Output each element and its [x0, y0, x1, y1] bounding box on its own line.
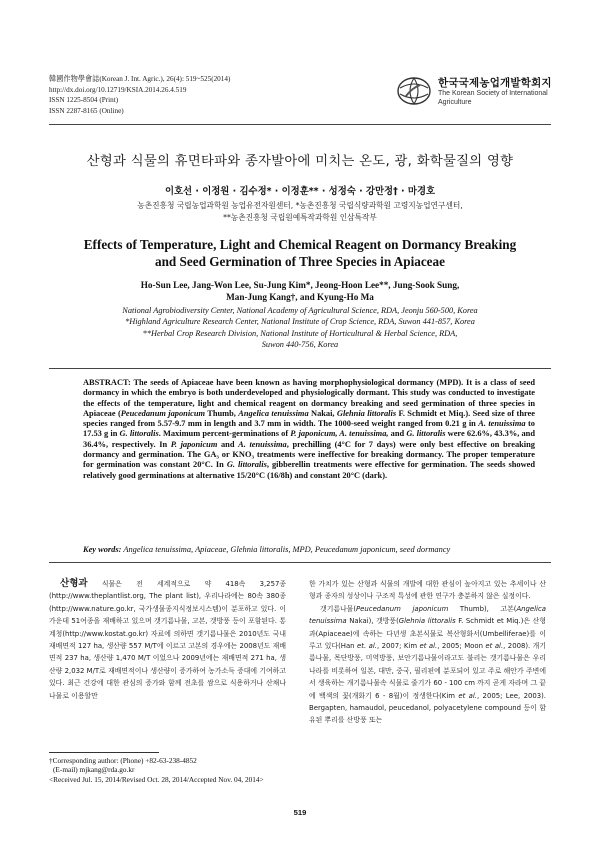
keywords-label: Key words:: [83, 545, 122, 554]
species-name: G. littoralis: [406, 429, 446, 439]
page-number: 519: [293, 808, 307, 817]
body-text: F. Schmidt et Miq.)은 산형과(Apiaceae)에 속하는 다년생 초본식물로 복산형화서(Umbelliferae)를 이루고 있다(Han: [309, 617, 546, 651]
footnote: [49, 756, 309, 784]
species-name: G. littoralis: [119, 429, 159, 439]
species-name: Peucedanum japonicum: [120, 408, 206, 418]
body-text: , 2005; Lee, 2003). Bergapten, hamaudol, peucedanol, polyacetylene compound 등이 함유된 뿌리를 산방풍 또는: [309, 691, 546, 725]
english-affiliation-line: National Agrobiodiversity Center, National Academy of Agricultural Science, RDA, Jeonju 560-500, Korea: [122, 306, 478, 315]
abstract-bottom-divider: [49, 562, 551, 563]
received-dates: <Received Jul. 15, 2014/Revised Oct. 28, 2014/Accepted Nov. 04, 2014>: [49, 774, 264, 784]
globe-logo-icon: [396, 76, 432, 106]
english-authors-line: Man-Jung Kang†, and Kyung-Ho Ma: [226, 292, 374, 302]
species-name: Glehnia littoralis: [336, 408, 397, 418]
header-divider: [49, 124, 551, 125]
citation-etal: et al.: [419, 642, 438, 651]
corresponding-author: †Corresponding author: (Phone) +82-63-238-4852: [49, 756, 197, 765]
english-title-line: and Seed Germination of Three Species in Apiaceae: [154, 254, 445, 269]
korean-affiliation-line: 농촌진흥청 국립농업과학원 농업유전자원센터, *농촌진흥청 국립식량과학원 고령지농업연구센터,: [137, 201, 463, 210]
citation-etal: et al.: [485, 642, 504, 651]
english-authors: [0, 279, 600, 303]
body-text: , 2008). 개기름나물, 목단방풍, 미역방풍, 보안기름나물이라고도 불리는 갯기름나물은 우리나라를 비롯하여 일본, 대만, 중국, 필리핀에 분포되어 있고 주로 해안가 주변에서 생육하는 개기름나물속 식물로 줄기가 60 - 100 cm 까지 곧게 자라며 그 끝에 백색의 꽃(개화기 6 - 8월)이 정생한다(Kim: [309, 642, 546, 700]
abstract-label: ABSTRACT:: [83, 378, 131, 387]
korean-title: 산형과 식물의 휴면타파와 종자발아에 미치는 온도, 광, 화학물질의 영향: [86, 154, 514, 169]
korean-authors: 이호선 · 이정원 · 김수정* · 이정훈** · 성정숙 · 강만정† · 마경호: [164, 186, 436, 197]
abstract-text: . Maximum percent-germinations of: [158, 429, 291, 439]
abstract-top-divider: [49, 368, 551, 369]
species-name: A. tenuissima: [478, 419, 526, 429]
abstract-text: Nakai,: [308, 408, 337, 418]
issn-online: ISSN 2287-8165 (Online): [49, 106, 124, 115]
journal-header: [49, 74, 230, 116]
author-email: (E-mail) mjkang@rda.go.kr: [53, 765, 135, 775]
body-paragraph: 식물은 전 세계적으로 약 418속 3,257종(http://www.theplantlist.org, The plant list), 우리나라에는 80속 380종(http://www.nature.go.kr, 국가생물종지식정보시스템)이 분포하고 있다. 이 가운데 51여종을 재배하고 있으며 갯기름나물, 고본, 갯방풍 등이 포함된다. 통계청(http://www.kostat.go.kr) 자료에 의하면 갯기름나물은 2010년도 국내 재배면적 127 ha, 생산량 557 M/T에 이르고 고본의 경우에는 2008년도 재배면적 237 ha, 생산량 1,470 M/T 이었으나 2009년에는 재배면적 271 ha, 생산량 2,032 M/T로 재배면적이나 생산량이 증가하여 농가소득 증대에 기여하고 있다. 최근 건강에 대한 관심의 증가와 함께 전초를 쌈으로 식용하거나 산채나 나물로 이용할만: [49, 580, 286, 700]
abstract-text: F. Schmidt et Miq.). Seed size of three species ranged from 5.57-9.7 mm in length and 3.7 mm in width. The 1000-seed weight ranged from 0.21 g in: [83, 408, 535, 429]
species-name: Glehnia littoralis: [398, 617, 456, 626]
english-title-line: Effects of Temperature, Light and Chemical Reagent on Dormancy Breaking: [83, 237, 517, 252]
body-text: , 2005; Moon: [437, 642, 486, 651]
logo-name-en: The Korean Society of International Agriculture: [438, 90, 548, 106]
footnote-divider: [49, 752, 159, 753]
species-name: P. japonicum, A. tenuissima,: [290, 429, 389, 439]
citation-etal: et. al.: [357, 642, 377, 651]
society-logo: [396, 72, 561, 116]
korean-affiliation-line: **농촌진흥청 국립원예특작과학원 인삼특작부: [223, 212, 377, 222]
keywords: [83, 545, 535, 555]
body-text: 갯기름나물(: [320, 604, 357, 613]
citation-etal: et al.: [458, 691, 477, 700]
logo-name-ko: 한국국제농업개발학회지: [438, 77, 552, 89]
english-affiliations: [0, 305, 600, 350]
abstract-text: and: [217, 439, 239, 449]
english-title: [0, 236, 600, 270]
english-affiliation-line: **Herbal Crop Research Division, National Institute of Horticultural & Herbal Science, RDA,: [142, 328, 458, 338]
species-name: Angelica tenuissima: [238, 408, 309, 418]
species-name: Peucedanum japonicum: [356, 604, 449, 613]
abstract-text: were 62.6%, 43.3%, and 36.4%, respectively. In: [83, 429, 535, 449]
journal-citation: 韓國作物學會誌(Korean J. Int. Agric.), 26(4): 519~525(2014): [49, 75, 231, 83]
english-affiliation-line: *Highland Agriculture Research Center, National Institute of Crop Science, RDA, Suwon 441-857, Korea: [125, 317, 475, 327]
lead-word: 산형과: [60, 578, 88, 589]
korean-affiliations: [0, 200, 600, 223]
abstract-text: to 17.53 g in: [83, 419, 535, 439]
abstract-text: , gibberellin treatments were effective for germination. The seeds showed relatively good germinations at alternative 15/20°C (16/8h) and constant 20°C (dark).: [83, 460, 536, 480]
body-paragraph: 한 가치가 있는 산형과 식물의 개발에 대한 관심이 높아지고 있는 추세이나 산형과 종자의 성상이나 구조적 특성에 관한 연구가 충분하지 않은 실정이다.: [309, 580, 546, 601]
issn-print: ISSN 1225-8504 (Print): [49, 96, 119, 104]
english-affiliation-line: Suwon 440-756, Korea: [261, 339, 339, 349]
body-paragraph: [309, 603, 546, 727]
species-name: Angelica tenuissima: [309, 604, 546, 626]
english-authors-line: Ho-Sun Lee, Jang-Won Lee, Su-Jung Kim*, Jeong-Hoon Lee**, Jung-Sook Sung,: [140, 280, 460, 290]
abstract-text: The seeds of Apiaceae have been known as having morphophysiological dormancy (MPD). It is a class of seed dormancy in which the embryo is both underdeveloped and physiologically dormant. This study was conducted to investigate the effects of the temperature, light and chemical reagent on dormancy breaking and seed germination of three species in Apiaceae (: [83, 378, 535, 418]
species-name: G. littoralis: [226, 460, 267, 470]
body-column-right: [309, 578, 546, 727]
species-name: P. japonicum: [170, 439, 218, 449]
abstract-text: , prechilling (4°C for 7 days) were only best effective on breaking dormancy and germination. The GA₃ or KNO₃ treatments were ineffective for breaking dormancy. The proper temperature for germination was constant 20°C. In: [83, 439, 535, 470]
body-text: Thumb), 고본(: [448, 604, 517, 613]
body-text: , 2007; Kim: [376, 642, 420, 651]
abstract-text: Thumb,: [205, 408, 239, 418]
species-name: A. tenuissima: [238, 439, 287, 449]
abstract-text: and: [388, 429, 407, 439]
body-column-left: [49, 578, 286, 702]
doi-link[interactable]: http://dx.doi.org/10.12719/KSIA.2014.26.4.519: [49, 85, 187, 94]
body-text: Nakai), 갯방풍(: [346, 617, 399, 626]
keywords-text: Angelica tenuissima, Apiaceae, Glehnia littoralis, MPD, Peucedanum japonicum, seed dormancy: [123, 545, 451, 554]
abstract: [83, 378, 535, 481]
